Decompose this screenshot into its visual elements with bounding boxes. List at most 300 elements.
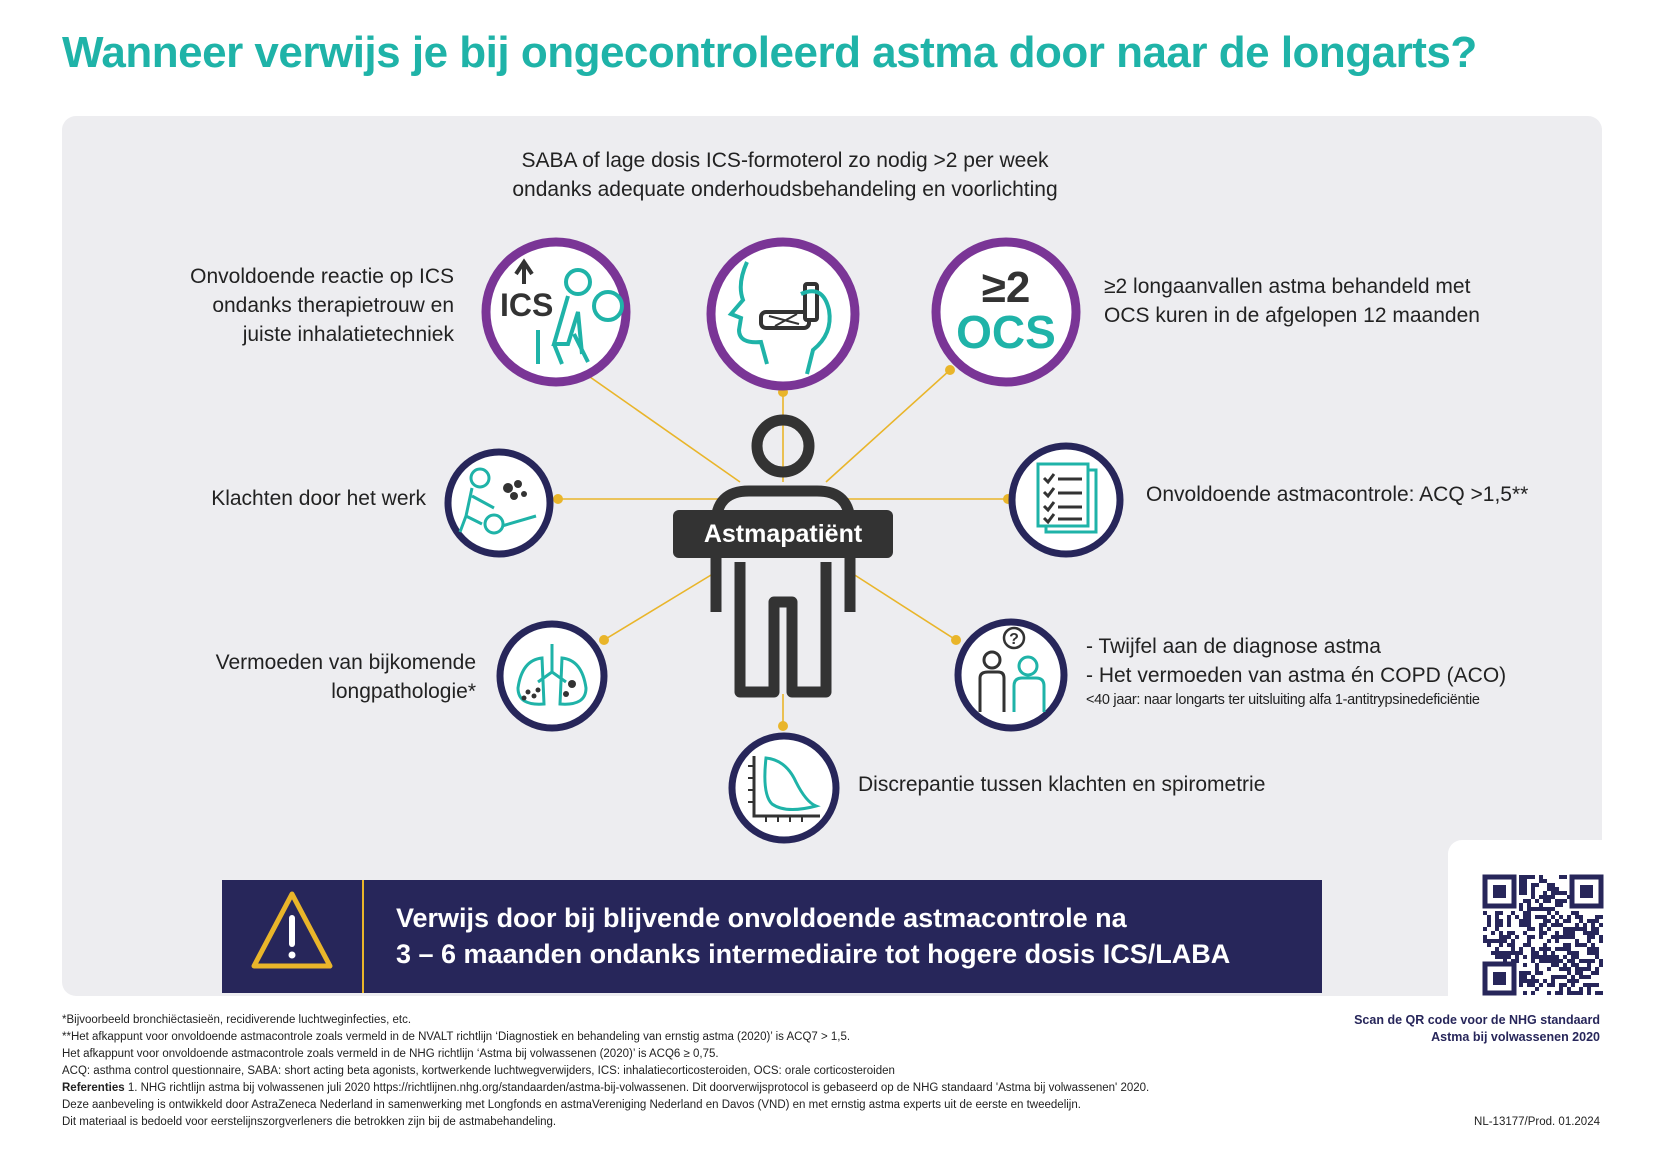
svg-text:OCS: OCS xyxy=(956,306,1056,358)
qr-module xyxy=(1567,947,1571,951)
criterion-diagnosis-line1: - Twijfel aan de diagnose astma xyxy=(1086,635,1381,658)
qr-module xyxy=(1571,935,1575,939)
qr-module xyxy=(1583,983,1587,987)
qr-module xyxy=(1567,927,1571,931)
qr-module xyxy=(1523,915,1527,919)
qr-module xyxy=(1519,891,1523,895)
svg-text:?: ? xyxy=(1009,631,1019,648)
qr-module xyxy=(1535,963,1539,967)
qr-module xyxy=(1527,911,1531,915)
qr-module xyxy=(1527,943,1531,947)
qr-module xyxy=(1571,979,1575,983)
qr-module xyxy=(1523,979,1527,983)
qr-module xyxy=(1587,987,1591,991)
qr-module xyxy=(1531,951,1535,955)
qr-module xyxy=(1519,951,1523,955)
qr-module xyxy=(1543,907,1547,911)
qr-module xyxy=(1519,975,1523,979)
qr-module xyxy=(1503,955,1507,959)
qr-module xyxy=(1579,959,1583,963)
footnote-4: ACQ: asthma control questionnaire, SABA: short acting beta agonists, kortwerkende luchtwegverwijders, ICS: inhalatiecorticosteroiden, OCS: orale corticosteroiden xyxy=(62,1065,895,1077)
banner-line2: 3 – 6 maanden ondanks intermediaire tot hogere dosis ICS/LABA xyxy=(396,939,1231,969)
qr-module xyxy=(1523,943,1527,947)
qr-module xyxy=(1551,883,1555,887)
qr-module xyxy=(1563,975,1567,979)
qr-module xyxy=(1539,907,1543,911)
qr-module xyxy=(1487,923,1491,927)
criterion-diagnosis xyxy=(1086,632,1606,710)
qr-module xyxy=(1583,923,1587,927)
qr-module xyxy=(1531,983,1535,987)
qr-module xyxy=(1483,935,1487,939)
qr-module xyxy=(1551,923,1555,927)
qr-module xyxy=(1575,939,1579,943)
criterion-lung-line2: longpathologie* xyxy=(331,680,476,703)
qr-module xyxy=(1543,955,1547,959)
qr-module xyxy=(1495,919,1499,923)
qr-caption xyxy=(1300,1012,1600,1046)
qr-caption-line1: Scan de QR code voor de NHG standaard xyxy=(1354,1013,1600,1027)
banner-warning-area xyxy=(222,880,364,993)
qr-module xyxy=(1587,919,1591,923)
qr-module xyxy=(1543,919,1547,923)
qr-module xyxy=(1523,883,1527,887)
spirometry-icon xyxy=(726,730,842,846)
qr-module xyxy=(1579,987,1583,991)
qr-module xyxy=(1583,975,1587,979)
qr-module xyxy=(1523,955,1527,959)
footnotes xyxy=(62,1012,1362,1131)
qr-module xyxy=(1515,935,1519,939)
qr-module xyxy=(1507,931,1511,935)
qr-module xyxy=(1543,915,1547,919)
qr-module xyxy=(1563,983,1567,987)
reference-1: 1. NHG richtlijn astma bij volwassenen juli 2020 https://richtlijnen.nhg.org/standaarden/astma-bij-volwassenen. Dit doorverwijsprotocol is gebaseerd op de NHG standaard 'Astma bij volwassenen' 2020. xyxy=(127,1082,1150,1094)
qr-module xyxy=(1567,931,1571,935)
criterion-work: Klachten door het werk xyxy=(211,487,426,510)
qr-module xyxy=(1519,923,1523,927)
warning-icon xyxy=(222,880,362,993)
qr-module xyxy=(1539,895,1543,899)
qr-module xyxy=(1519,919,1523,923)
qr-module xyxy=(1575,943,1579,947)
qr-module xyxy=(1531,891,1535,895)
banner-text xyxy=(396,900,1230,972)
qr-module xyxy=(1531,959,1535,963)
qr-module xyxy=(1591,935,1595,939)
qr-module xyxy=(1495,927,1499,931)
qr-module xyxy=(1535,979,1539,983)
qr-module xyxy=(1507,915,1511,919)
qr-module xyxy=(1543,979,1547,983)
qr-module xyxy=(1591,931,1595,935)
qr-module xyxy=(1507,923,1511,927)
qr-module xyxy=(1591,947,1595,951)
qr-module xyxy=(1539,931,1543,935)
criterion-top xyxy=(420,146,1150,204)
qr-module xyxy=(1563,943,1567,947)
qr-module xyxy=(1559,991,1563,995)
qr-module xyxy=(1499,939,1503,943)
qr-module xyxy=(1587,947,1591,951)
qr-module xyxy=(1599,923,1603,927)
qr-module xyxy=(1551,983,1555,987)
qr-module xyxy=(1547,959,1551,963)
references-line xyxy=(62,1080,1362,1097)
qr-module xyxy=(1499,923,1503,927)
qr-module xyxy=(1559,947,1563,951)
qr-module xyxy=(1491,939,1495,943)
center-label: Astmapatiënt xyxy=(703,520,863,548)
references-label: Referenties xyxy=(62,1082,125,1094)
qr-module xyxy=(1535,883,1539,887)
qr-module xyxy=(1535,987,1539,991)
qr-module xyxy=(1555,939,1559,943)
qr-module xyxy=(1543,923,1547,927)
qr-module xyxy=(1591,923,1595,927)
criterion-spiro: Discrepantie tussen klachten en spirometrie xyxy=(858,773,1266,796)
qr-module xyxy=(1543,947,1547,951)
product-code: NL-13177/Prod. 01.2024 xyxy=(1474,1116,1600,1128)
qr-module xyxy=(1495,939,1499,943)
qr-module xyxy=(1595,983,1599,987)
qr-module xyxy=(1595,951,1599,955)
qr-module xyxy=(1547,899,1551,903)
qr-module xyxy=(1539,955,1543,959)
qr-module xyxy=(1547,919,1551,923)
qr-module xyxy=(1531,887,1535,891)
criterion-lung-line1: Vermoeden van bijkomende xyxy=(215,651,476,674)
criterion-ocs-line1: ≥2 longaanvallen astma behandeld met xyxy=(1104,275,1471,298)
qr-module xyxy=(1539,947,1543,951)
qr-module xyxy=(1523,887,1527,891)
qr-module xyxy=(1523,991,1527,995)
reference-3: Dit materiaal is bedoeld voor eerstelijnszorgverleners die betrokken zijn bij de astmabehandeling. xyxy=(62,1116,557,1128)
qr-module xyxy=(1551,887,1555,891)
qr-module xyxy=(1531,883,1535,887)
qr-module xyxy=(1571,991,1575,995)
qr-module xyxy=(1531,907,1535,911)
qr-module xyxy=(1519,983,1523,987)
qr-module xyxy=(1519,971,1523,975)
qr-module xyxy=(1571,963,1575,967)
qr-module xyxy=(1531,979,1535,983)
criterion-top-line2: ondanks adequate onderhoudsbehandeling en voorlichting xyxy=(512,178,1058,201)
qr-module xyxy=(1595,919,1599,923)
qr-module xyxy=(1483,911,1487,915)
qr-module xyxy=(1535,955,1539,959)
qr-module xyxy=(1579,927,1583,931)
qr-module xyxy=(1527,939,1531,943)
qr-module xyxy=(1547,895,1551,899)
qr-module xyxy=(1547,883,1551,887)
qr-module xyxy=(1567,991,1571,995)
qr-module xyxy=(1547,907,1551,911)
qr-module xyxy=(1487,919,1491,923)
center-label-box xyxy=(673,510,893,558)
qr-module xyxy=(1591,959,1595,963)
qr-module xyxy=(1567,919,1571,923)
qr-module xyxy=(1559,903,1563,907)
qr-module xyxy=(1579,991,1583,995)
qr-module xyxy=(1503,935,1507,939)
qr-module xyxy=(1559,967,1563,971)
qr-module xyxy=(1575,951,1579,955)
svg-text:ICS: ICS xyxy=(500,287,554,323)
qr-module xyxy=(1559,875,1563,879)
qr-module xyxy=(1499,919,1503,923)
qr-module xyxy=(1555,903,1559,907)
qr-module xyxy=(1515,915,1519,919)
qr-module xyxy=(1591,951,1595,955)
qr-module xyxy=(1599,991,1603,995)
qr-module xyxy=(1567,951,1571,955)
criterion-ics-line1: Onvoldoende reactie op ICS xyxy=(190,265,454,288)
qr-module xyxy=(1543,951,1547,955)
qr-module xyxy=(1571,951,1575,955)
qr-module xyxy=(1539,879,1543,883)
qr-module xyxy=(1583,967,1587,971)
qr-module xyxy=(1535,967,1539,971)
qr-module xyxy=(1579,967,1583,971)
qr-module xyxy=(1507,951,1511,955)
qr-module xyxy=(1555,991,1559,995)
qr-module xyxy=(1567,915,1571,919)
qr-module xyxy=(1519,879,1523,883)
qr-module xyxy=(1543,891,1547,895)
qr-module xyxy=(1559,891,1563,895)
qr-module xyxy=(1551,907,1555,911)
qr-module xyxy=(1575,991,1579,995)
qr-module xyxy=(1563,931,1567,935)
qr-module xyxy=(1587,963,1591,967)
qr-module xyxy=(1563,919,1567,923)
qr-module xyxy=(1575,971,1579,975)
qr-module xyxy=(1531,991,1535,995)
qr-module xyxy=(1587,983,1591,987)
qr-module xyxy=(1563,899,1567,903)
qr-module xyxy=(1519,883,1523,887)
criterion-ocs xyxy=(1104,272,1544,330)
qr-module xyxy=(1575,955,1579,959)
qr-module xyxy=(1527,927,1531,931)
qr-module xyxy=(1567,967,1571,971)
qr-module xyxy=(1559,983,1563,987)
qr-code[interactable] xyxy=(1482,874,1604,996)
qr-module xyxy=(1511,911,1515,915)
qr-module xyxy=(1551,979,1555,983)
criterion-top-line1: SABA of lage dosis ICS-formoterol zo nodig >2 per week xyxy=(521,149,1049,172)
qr-module xyxy=(1511,951,1515,955)
qr-module xyxy=(1599,959,1603,963)
qr-module xyxy=(1507,955,1511,959)
qr-module xyxy=(1539,903,1543,907)
qr-module xyxy=(1571,975,1575,979)
ics-person-icon xyxy=(478,234,634,390)
qr-module xyxy=(1531,935,1535,939)
qr-module xyxy=(1595,931,1599,935)
qr-module xyxy=(1555,919,1559,923)
qr-module xyxy=(1575,915,1579,919)
qr-module xyxy=(1595,927,1599,931)
qr-module xyxy=(1523,919,1527,923)
qr-module xyxy=(1547,911,1551,915)
qr-module xyxy=(1527,971,1531,975)
qr-module xyxy=(1499,943,1503,947)
qr-module xyxy=(1527,875,1531,879)
qr-module xyxy=(1555,963,1559,967)
qr-module xyxy=(1555,911,1559,915)
qr-module xyxy=(1519,887,1523,891)
qr-module xyxy=(1587,939,1591,943)
qr-module xyxy=(1519,947,1523,951)
qr-module xyxy=(1535,907,1539,911)
qr-module xyxy=(1531,975,1535,979)
qr-module xyxy=(1503,939,1507,943)
qr-module xyxy=(1571,927,1575,931)
qr-module xyxy=(1579,943,1583,947)
banner-line1: Verwijs door bij blijvende onvoldoende astmacontrole na xyxy=(396,903,1127,933)
qr-module xyxy=(1575,911,1579,915)
qr-module xyxy=(1595,955,1599,959)
qr-module xyxy=(1595,947,1599,951)
qr-module xyxy=(1567,971,1571,975)
qr-module xyxy=(1575,979,1579,983)
reference-2: Deze aanbeveling is ontwikkeld door AstraZeneca Nederland in samenwerking met Longfonds en astmaVereniging Nederland en Davos (VND) en met ernstig astma experts uit de eerste en tweedelijn. xyxy=(62,1099,1081,1111)
qr-module xyxy=(1551,951,1555,955)
qr-module xyxy=(1555,887,1559,891)
qr-module xyxy=(1527,983,1531,987)
criterion-lung xyxy=(150,648,476,706)
qr-module xyxy=(1579,919,1583,923)
qr-module xyxy=(1531,927,1535,931)
qr-module xyxy=(1487,939,1491,943)
qr-module xyxy=(1523,931,1527,935)
qr-module xyxy=(1555,935,1559,939)
qr-module xyxy=(1535,899,1539,903)
qr-module xyxy=(1583,927,1587,931)
qr-module xyxy=(1519,907,1523,911)
qr-module xyxy=(1567,943,1571,947)
qr-module xyxy=(1551,955,1555,959)
qr-module xyxy=(1499,911,1503,915)
qr-module xyxy=(1519,979,1523,983)
qr-module xyxy=(1527,915,1531,919)
qr-module xyxy=(1555,923,1559,927)
qr-module xyxy=(1563,963,1567,967)
qr-module xyxy=(1591,971,1595,975)
qr-module xyxy=(1539,923,1543,927)
qr-module xyxy=(1587,959,1591,963)
qr-module xyxy=(1559,975,1563,979)
qr-module xyxy=(1571,911,1575,915)
qr-module xyxy=(1595,971,1599,975)
qr-module xyxy=(1507,943,1511,947)
qr-module xyxy=(1587,931,1591,935)
qr-module xyxy=(1563,955,1567,959)
qr-module xyxy=(1527,907,1531,911)
qr-module xyxy=(1551,959,1555,963)
qr-module xyxy=(1563,927,1567,931)
qr-module xyxy=(1563,875,1567,879)
qr-module xyxy=(1559,959,1563,963)
qr-module xyxy=(1515,951,1519,955)
criterion-ics-line3: juiste inhalatietechniek xyxy=(242,323,454,346)
qr-module xyxy=(1499,931,1503,935)
qr-module xyxy=(1579,971,1583,975)
qr-module xyxy=(1547,887,1551,891)
qr-module xyxy=(1527,899,1531,903)
qr-module xyxy=(1587,975,1591,979)
qr-module xyxy=(1523,891,1527,895)
qr-module xyxy=(1539,959,1543,963)
work-icon xyxy=(442,446,556,560)
qr-module xyxy=(1583,959,1587,963)
qr-module xyxy=(1595,991,1599,995)
qr-module xyxy=(1559,923,1563,927)
qr-module xyxy=(1563,935,1567,939)
qr-module xyxy=(1511,947,1515,951)
qr-module xyxy=(1543,895,1547,899)
qr-module xyxy=(1487,943,1491,947)
qr-module xyxy=(1495,911,1499,915)
qr-module xyxy=(1511,939,1515,943)
questionnaire-icon xyxy=(1006,440,1126,560)
qr-module xyxy=(1523,923,1527,927)
qr-module xyxy=(1571,983,1575,987)
qr-module xyxy=(1547,967,1551,971)
qr-module xyxy=(1571,959,1575,963)
qr-module xyxy=(1547,927,1551,931)
qr-module xyxy=(1531,947,1535,951)
qr-module xyxy=(1571,955,1575,959)
qr-module xyxy=(1559,899,1563,903)
footnote-1: *Bijvoorbeeld bronchiëctasieën, recidiverende luchtweginfecties, etc. xyxy=(62,1014,412,1026)
qr-module xyxy=(1575,963,1579,967)
footnote-2: **Het afkappunt voor onvoldoende astmacontrole zoals vermeld in de NVALT richtlijn ‘Diagnostiek en behandeling van ernstig astma (2020)’ is ACQ7 > 1,5. xyxy=(62,1031,851,1043)
lungs-icon xyxy=(494,618,610,734)
diagnosis-doubt-icon xyxy=(952,616,1070,734)
criterion-diagnosis-line2: - Het vermoeden van astma én COPD (ACO) xyxy=(1086,664,1507,687)
qr-module xyxy=(1551,935,1555,939)
qr-module xyxy=(1515,955,1519,959)
qr-module xyxy=(1503,951,1507,955)
criterion-acq: Onvoldoende astmacontrole: ACQ >1,5** xyxy=(1146,483,1529,506)
qr-module xyxy=(1531,955,1535,959)
criterion-ics xyxy=(150,262,454,349)
qr-module xyxy=(1483,939,1487,943)
qr-module xyxy=(1523,879,1527,883)
qr-module xyxy=(1527,923,1531,927)
qr-module xyxy=(1559,915,1563,919)
qr-module xyxy=(1495,915,1499,919)
qr-module xyxy=(1523,971,1527,975)
qr-module xyxy=(1527,903,1531,907)
qr-module xyxy=(1551,975,1555,979)
qr-module xyxy=(1587,991,1591,995)
qr-module xyxy=(1547,939,1551,943)
qr-module xyxy=(1579,975,1583,979)
qr-module xyxy=(1579,915,1583,919)
qr-module xyxy=(1543,959,1547,963)
qr-module xyxy=(1559,935,1563,939)
qr-module xyxy=(1595,967,1599,971)
ocs-icon xyxy=(928,234,1084,390)
patient-figure-icon xyxy=(670,412,900,704)
qr-module xyxy=(1595,915,1599,919)
qr-module xyxy=(1491,951,1495,955)
qr-module xyxy=(1563,947,1567,951)
